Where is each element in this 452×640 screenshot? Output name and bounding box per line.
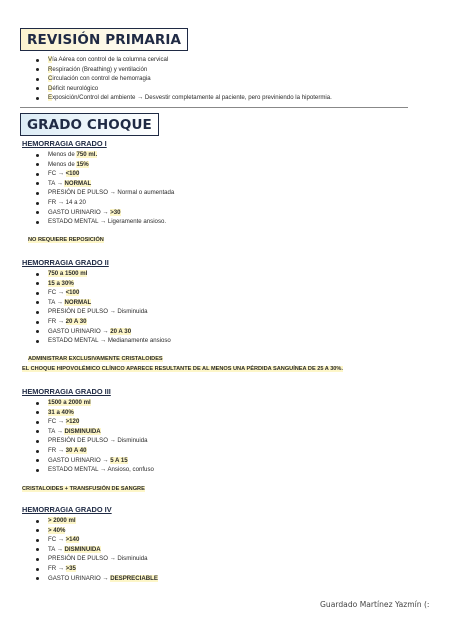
text-segment: 750 a 1500 ml <box>48 270 88 277</box>
text-segment: > 2000 ml <box>48 517 76 524</box>
text-segment: FR → 14 a 20 <box>48 198 86 206</box>
text-segment: éficit neurológico <box>52 84 99 92</box>
list-item <box>36 526 158 536</box>
text-segment: TA → <box>48 298 65 306</box>
list-item <box>36 408 154 418</box>
list-item <box>36 208 174 218</box>
list-item <box>36 279 171 289</box>
shock-title: GRADO CHOQUE <box>20 113 159 136</box>
grade-2-note: ADMINISTRAR EXCLUSIVAMENTE CRISTALOIDES <box>28 356 163 362</box>
list-item <box>36 84 332 94</box>
text-segment: Menos de <box>48 160 77 168</box>
text-segment: >120 <box>65 418 80 426</box>
text-segment: FC → <box>48 170 66 178</box>
text-segment: ía Aérea con control de la columna cervical <box>52 56 169 63</box>
list-item <box>36 188 174 198</box>
list-item <box>36 535 158 545</box>
text-segment: 15% <box>76 160 89 168</box>
list-item <box>36 427 154 437</box>
text-segment: FC → <box>48 536 66 544</box>
grade-2-list <box>36 269 171 346</box>
text-segment: TA → <box>48 179 65 187</box>
list-item <box>36 55 332 65</box>
text-segment: R <box>48 65 53 73</box>
list-item <box>36 179 174 189</box>
primary-list <box>36 55 332 103</box>
text-segment: Menos de <box>48 151 77 158</box>
text-segment: PRESIÓN DE PULSO → Disminuida <box>48 555 148 563</box>
text-segment: FR → <box>48 446 66 454</box>
list-item <box>36 564 158 574</box>
text-segment: DESPRECIABLE <box>110 574 158 582</box>
list-item <box>36 336 171 346</box>
text-segment: 31 a 40% <box>48 408 74 416</box>
list-item <box>36 545 158 555</box>
text-segment: xposición/Control del ambiente → Desvestir completamente al paciente, pero previniendo la hipotermia. <box>52 94 332 102</box>
text-segment: > 40% <box>48 526 66 534</box>
grade-1-heading: HEMORRAGIA GRADO I <box>22 139 107 148</box>
list-item <box>36 169 174 179</box>
text-segment: 20 A 30 <box>110 327 132 335</box>
text-segment: GASTO URINARIO → <box>48 327 111 335</box>
text-segment: >30 <box>110 208 121 216</box>
text-segment: E <box>48 94 53 102</box>
text-segment: D <box>48 84 53 92</box>
text-segment: 15 a 30% <box>48 279 74 287</box>
list-item <box>36 436 154 446</box>
grade-4-list <box>36 516 158 583</box>
text-segment: PRESIÓN DE PULSO → Disminuida <box>48 308 148 316</box>
section-divider <box>20 107 408 108</box>
text-segment: C <box>48 75 53 83</box>
grade-3-note: CRISTALOIDES + TRANSFUSIÓN DE SANGRE <box>22 486 145 492</box>
text-segment: GASTO URINARIO → <box>48 574 111 582</box>
text-segment: <100 <box>65 289 80 297</box>
grade-4-heading: HEMORRAGIA GRADO IV <box>22 505 112 514</box>
hypovolemic-note: EL CHOQUE HIPOVOLÉMICO CLÍNICO APARECE RESULTANTE DE AL MENOS UNA PÉRDIDA SANGUÍNEA DE 25 A 30%. <box>22 366 343 372</box>
text-segment: FC → <box>48 418 66 426</box>
grade-1-note: NO REQUIERE REPOSICIÓN <box>28 237 104 243</box>
text-segment: 30 A 40 <box>65 446 87 454</box>
list-item <box>36 217 174 227</box>
list-item <box>36 65 332 75</box>
text-segment: DISMINUIDA <box>64 545 101 553</box>
text-segment: >140 <box>65 536 80 544</box>
text-segment: V <box>48 56 53 63</box>
text-segment: 5 A 15 <box>110 456 128 464</box>
text-segment: TA → <box>48 545 65 553</box>
list-item <box>36 269 171 279</box>
text-segment: 20 A 30 <box>65 317 87 325</box>
text-segment: espiración (Breathing) y ventilación <box>52 65 148 73</box>
text-segment: ESTADO MENTAL → Ligeramente ansioso. <box>48 218 167 226</box>
list-item <box>36 446 154 456</box>
list-item <box>36 574 158 584</box>
list-item <box>36 465 154 475</box>
text-segment: FR → <box>48 564 66 572</box>
text-segment: <100 <box>65 170 80 178</box>
text-segment: 1500 a 2000 ml <box>48 399 91 406</box>
text-segment: TA → <box>48 427 65 435</box>
text-segment: PRESIÓN DE PULSO → Disminuida <box>48 437 148 445</box>
text-segment: DISMINUIDA <box>64 427 101 435</box>
text-segment: 750 ml. <box>76 151 98 158</box>
list-item <box>36 554 158 564</box>
text-segment: GASTO URINARIO → <box>48 208 111 216</box>
primary-title: REVISIÓN PRIMARIA <box>20 28 188 51</box>
list-item <box>36 417 154 427</box>
author-footer: Guardado Martínez Yazmín (: <box>320 600 430 609</box>
list-item <box>36 160 174 170</box>
list-item <box>36 93 332 103</box>
list-item <box>36 298 171 308</box>
text-segment: PRESIÓN DE PULSO → Normal o aumentada <box>48 189 175 197</box>
grade-3-list <box>36 398 154 475</box>
text-segment: NORMAL <box>64 179 92 187</box>
grade-2-heading: HEMORRAGIA GRADO II <box>22 258 109 267</box>
text-segment: ESTADO MENTAL → Medianamente ansioso <box>48 337 171 345</box>
text-segment: ESTADO MENTAL → Ansioso, confuso <box>48 466 154 474</box>
list-item <box>36 150 174 160</box>
text-segment: FC → <box>48 289 66 297</box>
list-item <box>36 516 158 526</box>
grade-3-heading: HEMORRAGIA GRADO III <box>22 387 111 396</box>
text-segment: NORMAL <box>64 298 92 306</box>
list-item <box>36 198 174 208</box>
list-item <box>36 327 171 337</box>
list-item <box>36 307 171 317</box>
list-item <box>36 317 171 327</box>
text-segment: GASTO URINARIO → <box>48 456 111 464</box>
list-item <box>36 398 154 408</box>
text-segment: >35 <box>65 564 76 572</box>
list-item <box>36 456 154 466</box>
list-item <box>36 74 332 84</box>
grade-1-list <box>36 150 174 227</box>
text-segment: FR → <box>48 317 66 325</box>
text-segment: irculación con control de hemorragia <box>52 75 151 83</box>
list-item <box>36 288 171 298</box>
